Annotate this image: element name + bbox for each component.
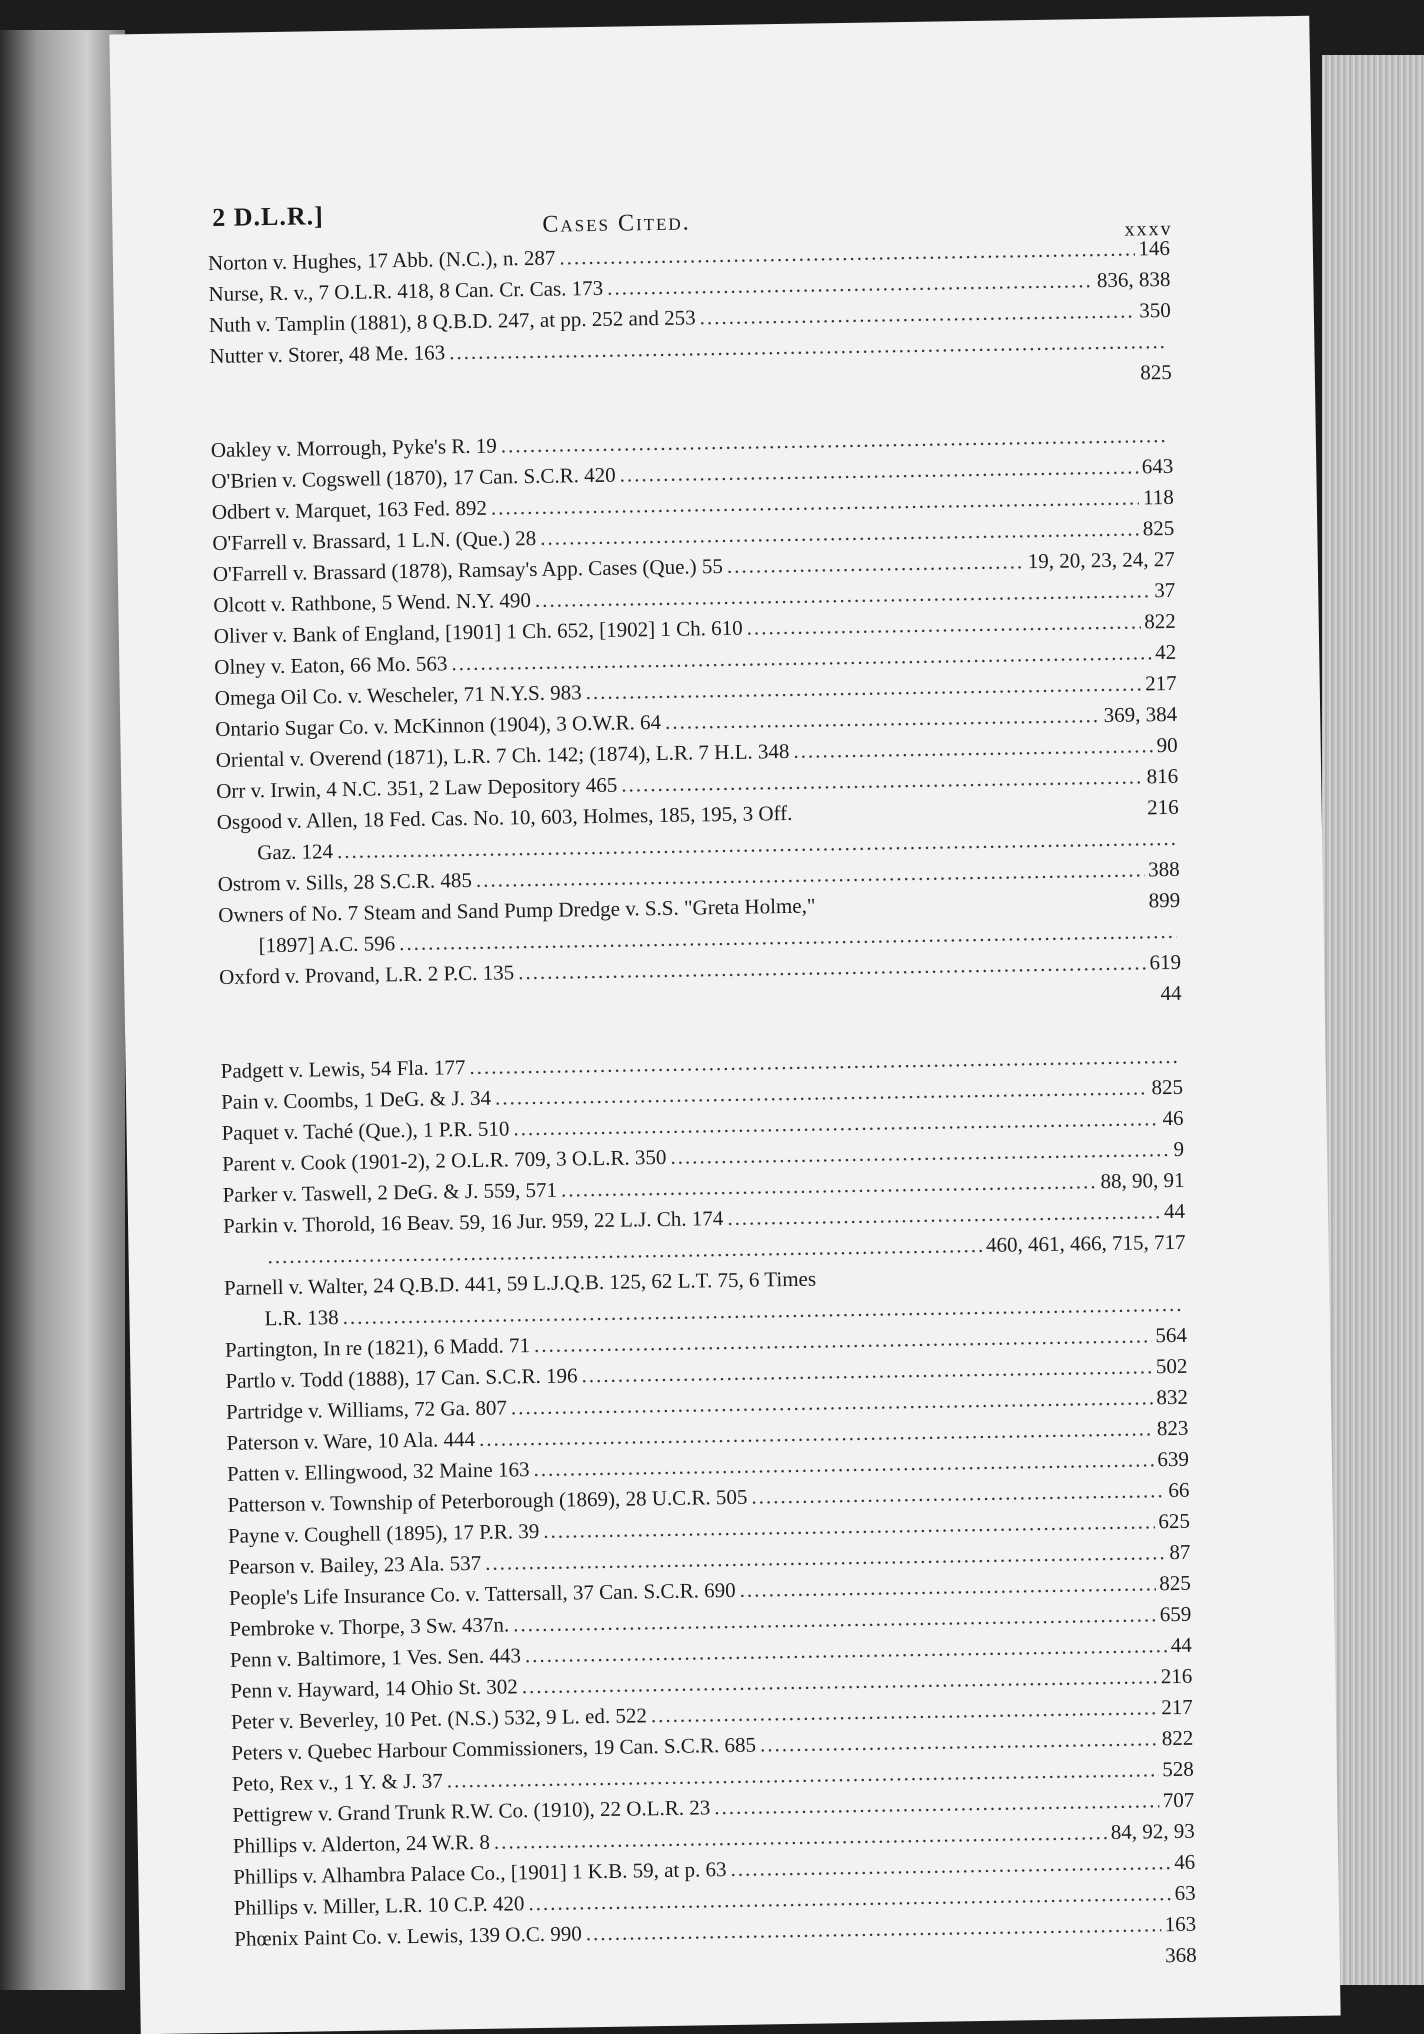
case-name: Owners of No. 7 Steam and Sand Pump Dredge v. S.S. "Greta Holme," — [218, 893, 816, 927]
page-reference: 46 — [1174, 1849, 1196, 1875]
case-name: Pettigrew v. Grand Trunk R.W. Co. (1910), 22 O.L.R. 23 — [232, 1795, 711, 1827]
case-name: Parkin v. Thorold, 16 Beav. 59, 16 Jur. 959, 22 L.J. Ch. 174 — [222, 1206, 724, 1238]
page-reference: 899 — [1148, 887, 1181, 913]
page-reference: 816 — [1146, 763, 1179, 789]
page-reference: 19, 20, 23, 24, 27 — [1027, 546, 1175, 574]
page-reference: 216 — [1146, 794, 1179, 820]
page-reference: 502 — [1155, 1353, 1188, 1379]
page-number: xxxv — [1124, 217, 1173, 241]
page-reference: 146 — [1138, 235, 1171, 261]
continuation-text: Gaz. 124 — [257, 839, 334, 865]
case-name: Pain v. Coombs, 1 DeG. & J. 34 — [220, 1085, 492, 1114]
page-reference: 825 — [1151, 1074, 1184, 1100]
case-name: Paterson v. Ware, 10 Ala. 444 — [226, 1426, 476, 1455]
page-reference: 63 — [1174, 1880, 1196, 1906]
case-name: Ontario Sugar Co. v. McKinnon (1904), 3 O.W.R. 64 — [215, 709, 662, 741]
page-reference: 825 — [1142, 515, 1175, 541]
case-name: O'Farrell v. Brassard, 1 L.N. (Que.) 28 — [212, 525, 537, 555]
case-name: Olney v. Eaton, 66 Mo. 563 — [214, 651, 448, 679]
dot-leader — [727, 546, 1024, 582]
case-name: Parnell v. Walter, 24 Q.B.D. 441, 59 L.J.Q.B. 125, 62 L.T. 75, 6 Times — [223, 1266, 817, 1300]
case-name: Phillips v. Miller, L.R. 10 C.P. 420 — [233, 1891, 525, 1920]
facing-page-edge — [0, 30, 125, 1990]
case-name: Paquet v. Taché (Que.), 1 P.R. 510 — [221, 1116, 510, 1145]
page-reference: 87 — [1169, 1539, 1191, 1565]
page-reference: 37 — [1154, 577, 1176, 603]
page-reference: 822 — [1144, 608, 1176, 634]
case-name: Oxford v. Provand, L.R. 2 P.C. 135 — [218, 960, 515, 989]
case-name: Orr v. Irwin, 4 N.C. 351, 2 Law Depository 465 — [216, 772, 618, 803]
case-name: Partridge v. Williams, 72 Ga. 807 — [225, 1395, 508, 1424]
page-reference: 84, 92, 93 — [1110, 1818, 1195, 1845]
page-reference: 368 — [1164, 1942, 1197, 1968]
running-header — [212, 168, 1173, 243]
case-name: O'Brien v. Cogswell (1870), 17 Can. S.C.R. 420 — [211, 462, 616, 493]
page-reference: 350 — [1139, 297, 1172, 323]
case-name: O'Farrell v. Brassard (1878), Ramsay's App. Cases (Que.) 55 — [212, 553, 724, 586]
page-reference: 42 — [1155, 639, 1177, 665]
case-name: Odbert v. Marquet, 163 Fed. 892 — [211, 495, 488, 524]
page-reference: 118 — [1142, 484, 1174, 510]
page-reference: 643 — [1141, 453, 1174, 479]
page-reference: 217 — [1144, 670, 1177, 696]
page-reference: 46 — [1162, 1105, 1184, 1131]
page-reference: 216 — [1160, 1663, 1193, 1689]
page-reference: 44 — [1170, 1632, 1192, 1658]
case-name: Penn v. Baltimore, 1 Ves. Sen. 443 — [229, 1643, 522, 1672]
case-name: People's Life Insurance Co. v. Tattersall, 37 Can. S.C.R. 690 — [228, 1577, 736, 1610]
page-reference: 823 — [1156, 1415, 1189, 1441]
case-name: Oriental v. Overend (1871), L.R. 7 Ch. 142; (1874), L.R. 7 H.L. 348 — [215, 738, 790, 772]
case-name: Ostrom v. Sills, 28 S.C.R. 485 — [217, 867, 473, 896]
case-name: Patterson v. Township of Peterborough (1869), 28 U.C.R. 505 — [227, 1484, 748, 1517]
case-name: Norton v. Hughes, 17 Abb. (N.C.), n. 287 — [207, 245, 556, 276]
page-reference: 388 — [1147, 856, 1180, 882]
case-name: Penn v. Hayward, 14 Ohio St. 302 — [230, 1674, 518, 1703]
volume-label: 2 D.L.R.] — [212, 201, 325, 232]
case-name: Parent v. Cook (1901-2), 2 O.L.R. 709, 3 O.L.R. 350 — [221, 1144, 667, 1176]
case-name: Nurse, R. v., 7 O.L.R. 418, 8 Can. Cr. Cas. 173 — [208, 275, 604, 307]
continuation-text: [1897] A.C. 596 — [258, 931, 396, 958]
cases-cited-list — [208, 233, 1197, 1986]
case-name: Nuth v. Tamplin (1881), 8 Q.B.D. 247, at pp. 252 and 253 — [208, 305, 696, 338]
page-reference: 9 — [1173, 1136, 1185, 1161]
page-reference: 619 — [1149, 949, 1182, 975]
page-reference: 825 — [1159, 1570, 1192, 1596]
page-reference: 88, 90, 91 — [1100, 1167, 1185, 1194]
page-reference: 836, 838 — [1096, 266, 1171, 293]
continuation-text: L.R. 138 — [264, 1305, 339, 1331]
case-name: Partlo v. Todd (1888), 17 Can. S.C.R. 196 — [225, 1363, 578, 1393]
case-name: Osgood v. Allen, 18 Fed. Cas. No. 10, 603, Holmes, 185, 195, 3 Off. — [216, 800, 793, 834]
case-name: Peto, Rex v., 1 Y. & J. 37 — [231, 1768, 444, 1796]
case-name: Pembroke v. Thorpe, 3 Sw. 437n. — [229, 1612, 510, 1641]
page-reference: 822 — [1161, 1725, 1194, 1751]
case-name: Oliver v. Bank of England, [1901] 1 Ch. 652, [1902] 1 Ch. 610 — [213, 615, 743, 648]
case-name: Oakley v. Morrough, Pyke's R. 19 — [210, 433, 497, 463]
page-reference: 528 — [1162, 1756, 1194, 1782]
book-page-edges — [1322, 55, 1424, 1985]
case-name: Peter v. Beverley, 10 Pet. (N.S.) 532, 9 L. ed. 522 — [230, 1703, 648, 1734]
case-name: Parker v. Taswell, 2 DeG. & J. 559, 571 — [222, 1177, 558, 1207]
page-reference: 460, 461, 466, 715, 717 — [985, 1229, 1186, 1257]
page-reference: 217 — [1161, 1694, 1193, 1720]
case-name: Partington, In re (1821), 6 Madd. 71 — [224, 1333, 531, 1362]
case-name: Phillips v. Alderton, 24 W.R. 8 — [232, 1829, 491, 1858]
case-name: Phœnix Paint Co. v. Lewis, 139 O.C. 990 — [234, 1921, 582, 1951]
page-reference: 90 — [1156, 732, 1178, 758]
book-page — [109, 16, 1340, 2034]
case-name: Olcott v. Rathbone, 5 Wend. N.Y. 490 — [213, 587, 532, 617]
page-reference: 564 — [1155, 1322, 1188, 1348]
page-reference: 639 — [1157, 1446, 1190, 1472]
page-reference: 66 — [1168, 1477, 1190, 1503]
page-reference: 163 — [1164, 1911, 1197, 1937]
case-name: Pearson v. Bailey, 23 Ala. 537 — [228, 1550, 482, 1579]
page-reference: 44 — [1160, 980, 1182, 1006]
page-reference: 44 — [1163, 1198, 1186, 1224]
page-reference: 625 — [1158, 1508, 1191, 1534]
case-name: Omega Oil Co. v. Wescheler, 71 N.Y.S. 983 — [214, 680, 582, 710]
page-reference: 707 — [1162, 1787, 1195, 1813]
case-name: Peters v. Quebec Harbour Commissioners, 19 Can. S.C.R. 685 — [231, 1732, 757, 1765]
case-name: Padgett v. Lewis, 54 Fla. 177 — [220, 1055, 466, 1083]
page-reference: 369, 384 — [1103, 701, 1178, 728]
page-reference: 659 — [1159, 1601, 1192, 1627]
case-name: Phillips v. Alhambra Palace Co., [1901] 1 K.B. 59, at p. 63 — [233, 1857, 727, 1889]
page-title: Cases Cited. — [542, 209, 691, 238]
page-reference: 825 — [1140, 359, 1172, 385]
case-name: Payne v. Coughell (1895), 17 P.R. 39 — [227, 1518, 540, 1548]
page-reference: 832 — [1156, 1384, 1189, 1410]
case-name: Patten v. Ellingwood, 32 Maine 163 — [226, 1457, 530, 1486]
case-name: Nutter v. Storer, 48 Me. 163 — [209, 340, 446, 369]
